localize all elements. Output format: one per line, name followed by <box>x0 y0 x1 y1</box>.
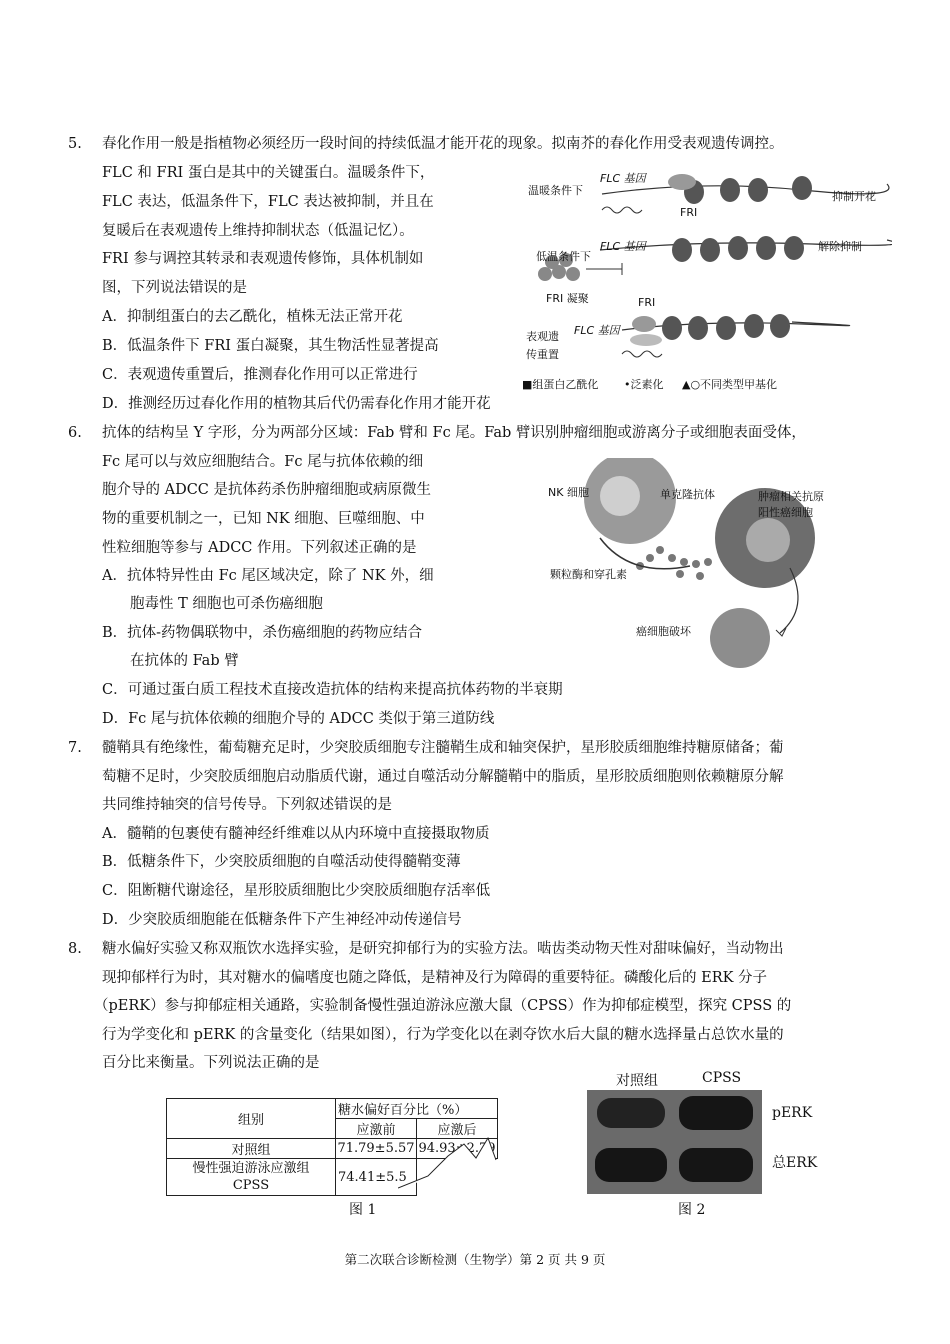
blot-label-control: 对照组 <box>616 1073 658 1089</box>
torn-edge-graphic <box>398 1136 508 1196</box>
figure-2-caption: 图 2 <box>678 1202 706 1218</box>
q5-line-3: FLC 表达，低温条件下，FLC 表达被抑制，并且在 <box>102 194 434 210</box>
q5-line-4: 复暖后在表观遗传上维持抑制状态（低温记忆）。 <box>102 223 414 239</box>
fri-aggregation-label: FRI 凝聚 <box>546 292 589 305</box>
q6-line-2: Fc 尾可以与效应细胞结合。Fc 尾与抗体依赖的细 <box>102 454 424 470</box>
nk-cell-label: NK 细胞 <box>548 486 589 499</box>
adcc-figure <box>540 458 880 678</box>
q8-line-1: 糖水偏好实验又称双瓶饮水选择实验，是研究抑郁行为的实验方法。啮齿类动物天性对甜味偏好，当动物出 <box>102 941 784 957</box>
page-footer: 第二次联合诊断检测（生物学）第 2 页 共 9 页 <box>344 1252 606 1267</box>
q5-line-6: 图，下列说法错误的是 <box>102 280 247 296</box>
q7-line-2: 萄糖不足时，少突胶质细胞启动脂质代谢，通过自噬活动分解髓鞘中的脂质，星形胶质细胞则依赖糖原分解 <box>102 769 784 785</box>
q7-option-d: D．少突胶质细胞能在低糖条件下产生神经冲动传递信号 <box>102 912 462 928</box>
blot-band-perk-control <box>597 1098 665 1128</box>
table-header-preference: 糖水偏好百分比（%） <box>336 1099 498 1119</box>
fri-label-1: FRI <box>680 206 698 219</box>
q5-option-b: B．低温条件下 FRI 蛋白凝聚，其生物活性显著提高 <box>102 338 439 354</box>
question-5-number: 5. <box>68 136 82 152</box>
blot-label-perk: pERK <box>772 1105 813 1121</box>
western-blot-image <box>587 1090 762 1194</box>
blot-label-cpss: CPSS <box>702 1070 742 1086</box>
q6-option-a-2: 胞毒性 T 细胞也可杀伤癌细胞 <box>130 596 323 612</box>
figure-1-caption: 图 1 <box>349 1202 377 1218</box>
q5-option-a: A．抑制组蛋白的去乙酰化，植株无法正常开花 <box>102 309 403 325</box>
tumor-antigen-label-1: 肿瘤相关抗原 <box>758 490 824 503</box>
q5-line-2: FLC 和 FRI 蛋白是其中的关键蛋白。温暖条件下， <box>102 165 435 181</box>
epigenetic-reset-label-1: 表观遗 <box>526 330 559 343</box>
q8-line-2: 现抑郁样行为时，其对糖水的偏嗜度也随之降低，是精神及行为障碍的重要特征。磷酸化后的 ERK 分子 <box>102 970 768 986</box>
q7-line-3: 共同维持轴突的信号传导。下列叙述错误的是 <box>102 797 392 813</box>
q5-option-c: C．表观遗传重置后，推测春化作用可以正常进行 <box>102 367 418 383</box>
question-7-number: 7. <box>68 740 82 756</box>
flc-gene-label-2: FLC 基因 <box>600 240 646 253</box>
question-6-number: 6. <box>68 425 82 441</box>
blot-label-total-erk: 总ERK <box>772 1155 818 1171</box>
question-8-number: 8. <box>68 941 82 957</box>
q7-line-1: 髓鞘具有绝缘性，葡萄糖充足时，少突胶质细胞专注髓鞘生成和轴突保护，星形胶质细胞维持糖原储备；葡 <box>102 740 784 756</box>
cold-condition-label: 低温条件下 <box>536 250 591 263</box>
inhibit-flowering-label: 抑制开花 <box>832 190 876 203</box>
q5-line-5: FRI 参与调控其转录和表观遗传修饰，具体机制如 <box>102 251 424 267</box>
table-header-before: 应激前 <box>336 1119 417 1139</box>
q8-line-5: 百分比来衡量。下列说法正确的是 <box>102 1055 320 1071</box>
q6-line-4: 物的重要机制之一，已知 NK 细胞、巨噬细胞、中 <box>102 511 425 527</box>
fri-label-2: FRI <box>638 296 656 309</box>
granzyme-perforin-label: 颗粒酶和穿孔素 <box>550 568 627 581</box>
table-row2-group-line1: 慢性强迫游泳应激组 <box>192 1161 310 1176</box>
blot-band-total-control <box>595 1148 667 1182</box>
flc-gene-label-1: FLC 基因 <box>600 172 646 185</box>
table-row1-after: 94.93±2.79 <box>417 1139 498 1159</box>
table-row1-group: 对照组 <box>167 1139 336 1159</box>
q7-option-b: B．低糖条件下，少突胶质细胞的自噬活动使得髓鞘变薄 <box>102 854 461 870</box>
q5-option-d: D．推测经历过春化作用的植物其后代仍需春化作用才能开花 <box>102 396 491 412</box>
legend-acetylation: ■组蛋白乙酰化 <box>522 378 599 391</box>
table-header-after: 应激后 <box>417 1119 498 1139</box>
tumor-antigen-label-2: 阳性癌细胞 <box>758 506 813 519</box>
table-row2-group <box>167 1159 336 1196</box>
release-inhibition-label: 解除抑制 <box>818 240 862 253</box>
warm-condition-label: 温暖条件下 <box>528 184 583 197</box>
vernalization-figure <box>522 162 892 392</box>
monoclonal-antibody-label: 单克隆抗体 <box>660 488 715 501</box>
q6-option-c: C．可通过蛋白质工程技术直接改造抗体的结构来提高抗体药物的半衰期 <box>102 682 563 698</box>
epigenetic-reset-label-2: 传重置 <box>526 348 559 361</box>
q7-option-a: A．髓鞘的包裹使有髓神经纤维难以从内环境中直接摄取物质 <box>102 826 490 842</box>
q6-option-b-2: 在抗体的 Fab 臂 <box>130 653 239 669</box>
q5-line-1: 春化作用一般是指植物必须经历一段时间的持续低温才能开花的现象。拟南芥的春化作用受表观遗传调控。 <box>102 136 784 152</box>
blot-band-perk-cpss <box>679 1096 753 1130</box>
q6-line-1: 抗体的结构呈 Y 字形，分为两部分区域：Fab 臂和 Fc 尾。Fab 臂识别肿瘤细胞或游离分子或细胞表面受体， <box>102 425 806 441</box>
table-row1-before: 71.79±5.57 <box>336 1139 417 1159</box>
q6-line-3: 胞介导的 ADCC 是抗体药杀伤肿瘤细胞或病原微生 <box>102 482 432 498</box>
table-row2-group-line2: CPSS <box>232 1178 270 1193</box>
q8-line-4: 行为学变化和 pERK 的含量变化（结果如图），行为学变化以在剥夺饮水后大鼠的糖水选择量占总饮水量的 <box>102 1027 784 1043</box>
legend-ubiquitination: •泛素化 <box>624 378 664 391</box>
q7-option-c: C．阻断糖代谢途径，星形胶质细胞比少突胶质细胞存活率低 <box>102 883 491 899</box>
q6-option-d: D．Fc 尾与抗体依赖的细胞介导的 ADCC 类似于第三道防线 <box>102 711 495 727</box>
cancer-cell-destroyed-label: 癌细胞破坏 <box>636 625 691 638</box>
q8-line-3: （pERK）参与抑郁症相关通路，实验制备慢性强迫游泳应激大鼠（CPSS）作为抑郁症模型，探究 CPSS 的 <box>94 998 792 1014</box>
table-header-group: 组别 <box>167 1099 336 1139</box>
sucrose-preference-table <box>166 1098 498 1196</box>
q6-line-5: 性粒细胞等参与 ADCC 作用。下列叙述正确的是 <box>102 540 417 556</box>
table-row2-before: 74.41±5.5 <box>336 1159 417 1196</box>
flc-gene-label-3: FLC 基因 <box>574 324 620 337</box>
blot-band-total-cpss <box>679 1148 753 1182</box>
q6-option-a-1: A．抗体特异性由 Fc 尾区域决定，除了 NK 外，细 <box>102 568 434 584</box>
q6-option-b-1: B．抗体-药物偶联物中，杀伤癌细胞的药物应结合 <box>102 625 423 641</box>
legend-methylation: ▲○不同类型甲基化 <box>682 378 778 391</box>
